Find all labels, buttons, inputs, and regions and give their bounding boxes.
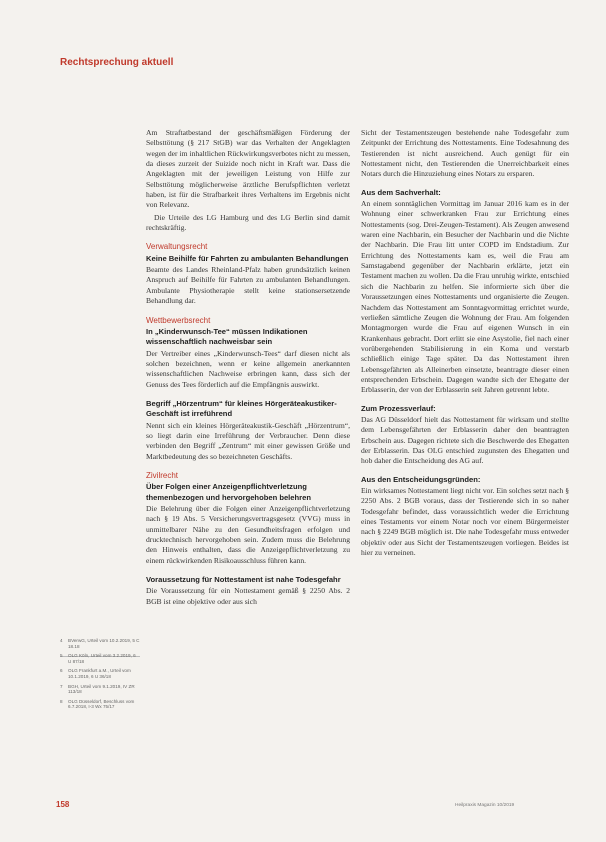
subsection-heading: Aus dem Sachverhalt: (361, 187, 441, 197)
footnotes (60, 638, 140, 714)
article-text: Die Voraussetzung für ein Nottestament gemäß § 2250 Abs. 2 BGB ist eine objektive oder aus sich (146, 586, 350, 606)
article-text: Ein wirksames Nottestament liegt nicht vor. Ein solches setzt nach § 2250 Abs. 2 BGB voraus, dass der Testierende sich in so naher Todesgefahr befindet, dass voraussichtlich weder die Errichtung eines Testaments vor einem Notar noch vor einem Bürgermeister nach § 2249 BGB möglich ist. Die nahe Todesgefahr muss entweder objektiv oder aus Sicht der Testamentszeugen vorliegen. Beides ist hier zu verneinen. (361, 486, 569, 558)
category-label: Zivilrecht (146, 470, 179, 480)
article-text: Das AG Düsseldorf hielt das Nottestament für wirksam und stellte dem Lebensgefährten der Erblasserin daher den beantragten Erbschein aus. Dagegen richtete sich die Beschwerde des Ehegatten der Erblasserin. Das OLG entschied zugunsten des Ehegatten und hob daher die Entscheidung des AG auf. (361, 414, 569, 466)
footnote: 7 BGH, Urteil vom 9.1.2019, IV ZR 113/18 (60, 683, 135, 695)
article-text: Die Belehrung über die Folgen einer Anzeigenpflichtverletzung nach § 19 Abs. 5 Versicherungsvertragsgesetz (VVG) muss in unmittelbarer Nähe zu den Gesundheitsfragen erfolgen und drucktechnisch hervorgehoben sein. Zudem muss die Belehrung den Hinweis enthalten, dass die Anzeigepflichtverletzung zu einem rückwirkenden Risikoausschluss führen kann. (146, 504, 350, 565)
article-text: Der Vertreiber eines „Kinderwunsch-Tees“ darf diesen nicht als solchen bezeichnen, wenn er keine allgemein anerkannten wissenschaftlichen Nachweise erbringen kann, dass sich der Genuss des Tees förderlich auf die Empfängnis auswirkt. (146, 348, 350, 389)
footnote: 5 OLG Köln, Urteil vom 3.2.2019, 6 U 87/18 (60, 653, 136, 664)
page-number: 158 (56, 800, 70, 809)
article-text: An einem sonntäglichen Vormittag im Januar 2016 kam es in der Wohnung einer schwerkranken Frau zur Errichtung eines Nottestaments (sog. Drei-Zeugen-Testament). Als Zeugen anwesend waren eine Nachbarin, ein Besucher der Nachbarin und die Nichte der Nachbarin. Die Frau litt unter COPD im Endstadium. Zur Errichtung des Nottestaments kam es, weil die Frau am Samstagabend gegenüber der Nachbarin erklärte, jetzt ein Testament machen zu wollen. Da die Frau unruhig wirkte, entschied sich die Nachbarin zu helfen. Sie informierte sich über die Voraussetzungen eines Nottestaments und organisierte die Zeugen. Nachdem das Nottestament am Sonntagvormittag errichtet wurde, verließen sämtliche Zeugen die Wohnung der Frau. Am folgenden Montagmorgen wurde die Frau auf eigenen Wunsch in ein Krankenhaus gebracht. Dort erlitt sie eine Asystolie, fiel nach einer vorübergehenden Stabilisierung in ein Koma und verstarb schließlich einige Tage später. Da das Nottestament ihren Lebensgefährten als Alleinerben einsetzte, beantragte dieser einen entsprechenden Erbschein. Dagegen wandte sich der Ehegatte der Erblasserin, der von der Erblasserin seit Jahren getrennt lebte. (361, 199, 569, 395)
article-title: Über Folgen einer Anzeigenpflichtverletzung themenbezogen und hervorgehoben belehren (146, 482, 311, 502)
category-label: Verwaltungsrecht (146, 242, 208, 252)
article-text: Beamte des Landes Rheinland-Pfalz haben grundsätzlich keinen Anspruch auf Beihilfe für Fahrten zu ambulanten Behandlungen. Ambulante Physiotherapie stellt keine stationsersetzende Behandlung dar. (146, 265, 350, 306)
footnote: 8 OLG Düsseldorf, Beschluss vom 6.7.2018, I-3 Wx 75/17 (60, 698, 135, 710)
article-title: Begriff „Hörzentrum“ für kleines Hörgeräteakustiker-Geschäft ist irreführend (146, 398, 337, 419)
category-label: Wettbewerbsrecht (146, 315, 211, 325)
footnote: 4 BVerwG, Urteil vom 10.2.2019, 5 C 18.18 (60, 638, 140, 649)
section-header: Rechtsprechung aktuell (60, 57, 174, 68)
article-title: In „Kinderwunsch-Tee“ müssen Indikationen wissenschaftlich nachweisbar sein (146, 326, 308, 347)
footer-issue: Heilpraxis Magazin 10/2019 (455, 803, 515, 808)
article-title: Keine Beihilfe für Fahrten zu ambulanten Behandlungen (146, 253, 349, 263)
intro-paragraph: Am Straftatbestand der geschäftsmäßigen Förderung der Selbsttötung (§ 217 StGB) war das Verhalten der Angeklagten wegen der im inhaltlichen Rückwirkungsverbotes nicht zu messen, da dieses zurzeit der Suizide noch nicht in Kraft war. Dass die Angeklagten mit der jeweiligen Leistung von Hilfe zur Selbsttötung möglicherweise ärztliche Berufspflichten verletzt haben, ist für die Strafbarkeit ihres Verhaltens im Ergebnis nicht von Relevanz. (146, 128, 350, 210)
subsection-heading: Zum Prozessverlauf: (361, 403, 436, 413)
left-column (146, 128, 350, 609)
article-text: Sicht der Testamentszeugen bestehende nahe Todesgefahr zum Zeitpunkt der Errichtung des Nottestaments. Eine Todesahnung des Testierenden ist nicht ausreichend. Auch genügt für ein Nottestament nicht, den Testierenden die Unerreichbarkeit eines Notars durch die Hinzuziehung eines Notars zu ersparen. (361, 128, 569, 179)
footnote: 6 OLG Frankfurt a.M., Urteil vom 10.1.2019, 6 U 36/18 (60, 668, 131, 679)
article-text: Nennt sich ein kleines Hörgeräteakustik-Geschäft „Hörzentrum“, so liegt darin eine Irreführung der Verbraucher. Denn diese verbinden den Begriff „Zentrum“ mit einer gewissen Größe und Marktbedeutung des so bezeichneten Geschäfts. (146, 420, 350, 461)
subsection-heading: Aus den Entscheidungsgründen: (361, 474, 481, 484)
intro-paragraph-2: Die Urteile des LG Hamburg und des LG Berlin sind damit rechtskräftig. (146, 212, 350, 233)
right-column (361, 128, 569, 560)
article-title: Voraussetzung für Nottestament ist nahe Todesgefahr (146, 575, 341, 585)
